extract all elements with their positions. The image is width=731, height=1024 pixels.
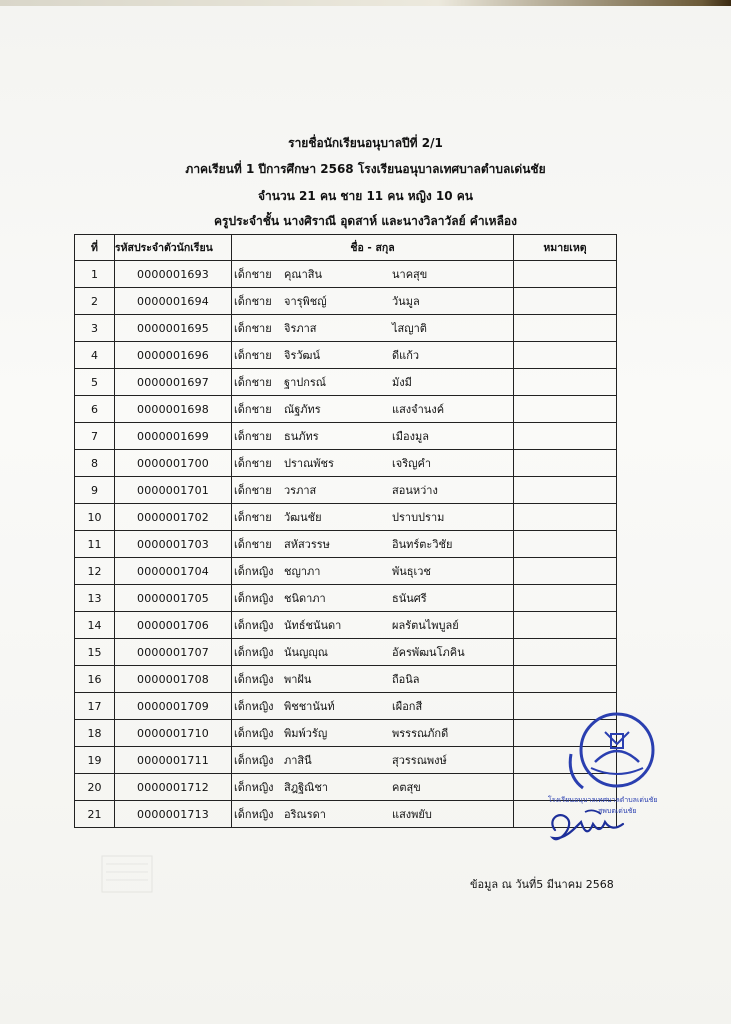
student-name bbox=[232, 558, 514, 585]
student-id: 0000001708 bbox=[115, 666, 232, 693]
row-number: 4 bbox=[75, 342, 115, 369]
name-prefix: เด็กชาย bbox=[234, 295, 272, 308]
student-id: 0000001713 bbox=[115, 801, 232, 828]
name-prefix: เด็กหญิง bbox=[234, 754, 274, 767]
name-prefix: เด็กหญิง bbox=[234, 673, 274, 686]
faint-bleedthrough-mark bbox=[100, 850, 160, 900]
table-row bbox=[75, 288, 617, 315]
name-prefix: เด็กหญิง bbox=[234, 808, 274, 821]
row-number: 9 bbox=[75, 477, 115, 504]
student-count-line: จำนวน 21 คน ชาย 11 คน หญิง 10 คน bbox=[257, 189, 474, 203]
student-id: 0000001699 bbox=[115, 423, 232, 450]
table-row bbox=[75, 747, 617, 774]
student-id: 0000001693 bbox=[115, 261, 232, 288]
row-number: 20 bbox=[75, 774, 115, 801]
student-id: 0000001712 bbox=[115, 774, 232, 801]
row-number: 7 bbox=[75, 423, 115, 450]
row-number: 12 bbox=[75, 558, 115, 585]
student-name bbox=[232, 531, 514, 558]
last-name: ดีแก้ว bbox=[392, 349, 420, 362]
col-header-name: ชื่อ - สกุล bbox=[232, 235, 514, 261]
student-name bbox=[232, 423, 514, 450]
student-name bbox=[232, 315, 514, 342]
remark-cell bbox=[514, 288, 617, 315]
name-prefix: เด็กชาย bbox=[234, 349, 272, 362]
name-prefix: เด็กหญิง bbox=[234, 592, 274, 605]
semester-school-line: ภาคเรียนที่ 1 ปีการศึกษา 2568 โรงเรียนอนุบาลเทศบาลตำบลเด่นชัย bbox=[185, 162, 546, 176]
remark-cell bbox=[514, 531, 617, 558]
name-prefix: เด็กหญิง bbox=[234, 700, 274, 713]
last-name: ถือนิล bbox=[392, 673, 420, 686]
name-prefix: เด็กหญิง bbox=[234, 781, 274, 794]
last-name: สุวรรณพงษ์ bbox=[392, 754, 447, 767]
last-name: อัครพัฒนโภคิน bbox=[392, 646, 465, 659]
row-number: 11 bbox=[75, 531, 115, 558]
document-title: รายชื่อนักเรียนอนุบาลปีที่ 2/1 bbox=[288, 136, 443, 150]
student-id: 0000001695 bbox=[115, 315, 232, 342]
name-prefix: เด็กชาย bbox=[234, 430, 272, 443]
student-id: 0000001703 bbox=[115, 531, 232, 558]
first-name: ณัฐภัทร bbox=[284, 403, 321, 416]
student-name bbox=[232, 747, 514, 774]
student-id: 0000001698 bbox=[115, 396, 232, 423]
remark-cell bbox=[514, 585, 617, 612]
first-name: ชญาภา bbox=[284, 565, 321, 578]
student-id: 0000001706 bbox=[115, 612, 232, 639]
table-row bbox=[75, 612, 617, 639]
col-header-student-id: รหัสประจำตัวนักเรียน bbox=[115, 235, 232, 261]
student-id: 0000001710 bbox=[115, 720, 232, 747]
table-row bbox=[75, 315, 617, 342]
table-row bbox=[75, 423, 617, 450]
last-name: ธนันศรี bbox=[392, 592, 427, 605]
student-id: 0000001696 bbox=[115, 342, 232, 369]
table-row bbox=[75, 720, 617, 747]
table-row bbox=[75, 666, 617, 693]
first-name: จิรภาส bbox=[284, 322, 317, 335]
first-name: ธนภัทร bbox=[284, 430, 319, 443]
name-prefix: เด็กชาย bbox=[234, 457, 272, 470]
table-body bbox=[75, 261, 617, 828]
student-name bbox=[232, 720, 514, 747]
student-id: 0000001707 bbox=[115, 639, 232, 666]
name-prefix: เด็กชาย bbox=[234, 403, 272, 416]
first-name: พาฝัน bbox=[284, 673, 312, 686]
student-name bbox=[232, 369, 514, 396]
first-name: นันญญุณ bbox=[284, 646, 328, 659]
student-name bbox=[232, 666, 514, 693]
row-number: 14 bbox=[75, 612, 115, 639]
name-prefix: เด็กชาย bbox=[234, 511, 272, 524]
col-header-remark: หมายเหตุ bbox=[514, 235, 617, 261]
row-number: 6 bbox=[75, 396, 115, 423]
student-roster-table bbox=[74, 234, 617, 828]
table-row bbox=[75, 450, 617, 477]
row-number: 21 bbox=[75, 801, 115, 828]
last-name: แสงจำนงค์ bbox=[392, 403, 445, 416]
student-id: 0000001697 bbox=[115, 369, 232, 396]
student-name bbox=[232, 504, 514, 531]
student-id: 0000001694 bbox=[115, 288, 232, 315]
table-row bbox=[75, 774, 617, 801]
student-name bbox=[232, 450, 514, 477]
last-name: พรรรณภักดี bbox=[392, 727, 449, 740]
student-name bbox=[232, 774, 514, 801]
last-name: พันธุเวช bbox=[392, 565, 431, 578]
last-name: คตสุข bbox=[392, 781, 421, 794]
first-name: สหัสวรรษ bbox=[284, 538, 330, 551]
table-row bbox=[75, 558, 617, 585]
student-name bbox=[232, 585, 514, 612]
student-id: 0000001702 bbox=[115, 504, 232, 531]
remark-cell bbox=[514, 423, 617, 450]
teacher-line: ครูประจำชั้น นางศิราณี อุดสาห์ และนางวิลาวัลย์ คำเหลือง bbox=[214, 214, 517, 228]
col-header-no: ที่ bbox=[75, 235, 115, 261]
remark-cell bbox=[514, 504, 617, 531]
row-number: 8 bbox=[75, 450, 115, 477]
table-row bbox=[75, 531, 617, 558]
remark-cell bbox=[514, 261, 617, 288]
data-as-of-date: ข้อมูล ณ วันที่5 มีนาคม 2568 bbox=[470, 878, 614, 891]
student-id: 0000001704 bbox=[115, 558, 232, 585]
student-id: 0000001701 bbox=[115, 477, 232, 504]
name-prefix: เด็กหญิง bbox=[234, 646, 274, 659]
remark-cell bbox=[514, 396, 617, 423]
last-name: นาคสุข bbox=[392, 268, 428, 281]
name-prefix: เด็กชาย bbox=[234, 484, 272, 497]
row-number: 16 bbox=[75, 666, 115, 693]
remark-cell bbox=[514, 666, 617, 693]
handwritten-signature bbox=[545, 800, 635, 850]
first-name: ชนิดาภา bbox=[284, 592, 326, 605]
first-name: จารุพิชญ์ bbox=[284, 295, 327, 308]
name-prefix: เด็กชาย bbox=[234, 268, 272, 281]
row-number: 1 bbox=[75, 261, 115, 288]
name-prefix: เด็กหญิง bbox=[234, 565, 274, 578]
table-row bbox=[75, 585, 617, 612]
first-name: วัฒนชัย bbox=[284, 511, 322, 524]
first-name: จิรวัฒน์ bbox=[284, 349, 320, 362]
first-name: นัทธ์ชนันดา bbox=[284, 619, 342, 632]
name-prefix: เด็กหญิง bbox=[234, 619, 274, 632]
remark-cell bbox=[514, 315, 617, 342]
table-row bbox=[75, 477, 617, 504]
remark-cell bbox=[514, 558, 617, 585]
row-number: 19 bbox=[75, 747, 115, 774]
first-name: ฐาปกรณ์ bbox=[284, 376, 327, 389]
table-row bbox=[75, 801, 617, 828]
last-name: ปราบปราม bbox=[392, 511, 445, 524]
first-name: สิฎฐิณิชา bbox=[284, 781, 329, 794]
student-name bbox=[232, 396, 514, 423]
remark-cell bbox=[514, 477, 617, 504]
last-name: ผลรัตนไพบูลย์ bbox=[392, 619, 459, 632]
remark-cell bbox=[514, 369, 617, 396]
first-name: วรภาส bbox=[284, 484, 317, 497]
row-number: 13 bbox=[75, 585, 115, 612]
last-name: เจริญคำ bbox=[392, 457, 432, 470]
first-name: อริณรดา bbox=[284, 808, 326, 821]
remark-cell bbox=[514, 450, 617, 477]
last-name: วันมูล bbox=[392, 295, 420, 308]
table-row bbox=[75, 396, 617, 423]
student-name bbox=[232, 261, 514, 288]
table-row bbox=[75, 693, 617, 720]
table-header-row bbox=[75, 235, 617, 261]
school-seal-stamp bbox=[565, 710, 661, 794]
row-number: 15 bbox=[75, 639, 115, 666]
row-number: 5 bbox=[75, 369, 115, 396]
table-row bbox=[75, 639, 617, 666]
remark-cell bbox=[514, 639, 617, 666]
row-number: 2 bbox=[75, 288, 115, 315]
last-name: เผือกสี bbox=[392, 700, 423, 713]
last-name: อินทร์ตะวิชัย bbox=[392, 538, 453, 551]
last-name: แสงพยับ bbox=[392, 808, 432, 821]
last-name: ไสญาติ bbox=[392, 322, 427, 335]
first-name: ปราณพัชร bbox=[284, 457, 334, 470]
first-name: ภาสินี bbox=[284, 754, 312, 767]
name-prefix: เด็กชาย bbox=[234, 322, 272, 335]
remark-cell bbox=[514, 342, 617, 369]
row-number: 3 bbox=[75, 315, 115, 342]
student-name bbox=[232, 342, 514, 369]
table-row bbox=[75, 504, 617, 531]
student-name bbox=[232, 639, 514, 666]
name-prefix: เด็กหญิง bbox=[234, 727, 274, 740]
table-row bbox=[75, 261, 617, 288]
student-id: 0000001705 bbox=[115, 585, 232, 612]
student-name bbox=[232, 612, 514, 639]
stamp-text-line1: โรงเรียนอนุบาลเทศบาลตำบลเด่นชัย bbox=[548, 796, 658, 804]
row-number: 17 bbox=[75, 693, 115, 720]
first-name: พิมพ์วรัญ bbox=[284, 727, 328, 740]
student-name bbox=[232, 801, 514, 828]
student-id: 0000001711 bbox=[115, 747, 232, 774]
table-row bbox=[75, 342, 617, 369]
remark-cell bbox=[514, 612, 617, 639]
student-name bbox=[232, 693, 514, 720]
last-name: มังมี bbox=[392, 376, 412, 389]
row-number: 10 bbox=[75, 504, 115, 531]
row-number: 18 bbox=[75, 720, 115, 747]
last-name: สอนหว่าง bbox=[392, 484, 438, 497]
first-name: พิชชานันท์ bbox=[284, 700, 335, 713]
stamp-text-line2: สพบตเด่นชัย bbox=[598, 807, 637, 815]
first-name: คุณาสิน bbox=[284, 268, 322, 281]
table-row bbox=[75, 369, 617, 396]
last-name: เมืองมูล bbox=[392, 430, 429, 443]
student-name bbox=[232, 477, 514, 504]
student-name bbox=[232, 288, 514, 315]
student-id: 0000001709 bbox=[115, 693, 232, 720]
name-prefix: เด็กชาย bbox=[234, 538, 272, 551]
student-id: 0000001700 bbox=[115, 450, 232, 477]
scan-edge bbox=[0, 0, 731, 6]
name-prefix: เด็กชาย bbox=[234, 376, 272, 389]
